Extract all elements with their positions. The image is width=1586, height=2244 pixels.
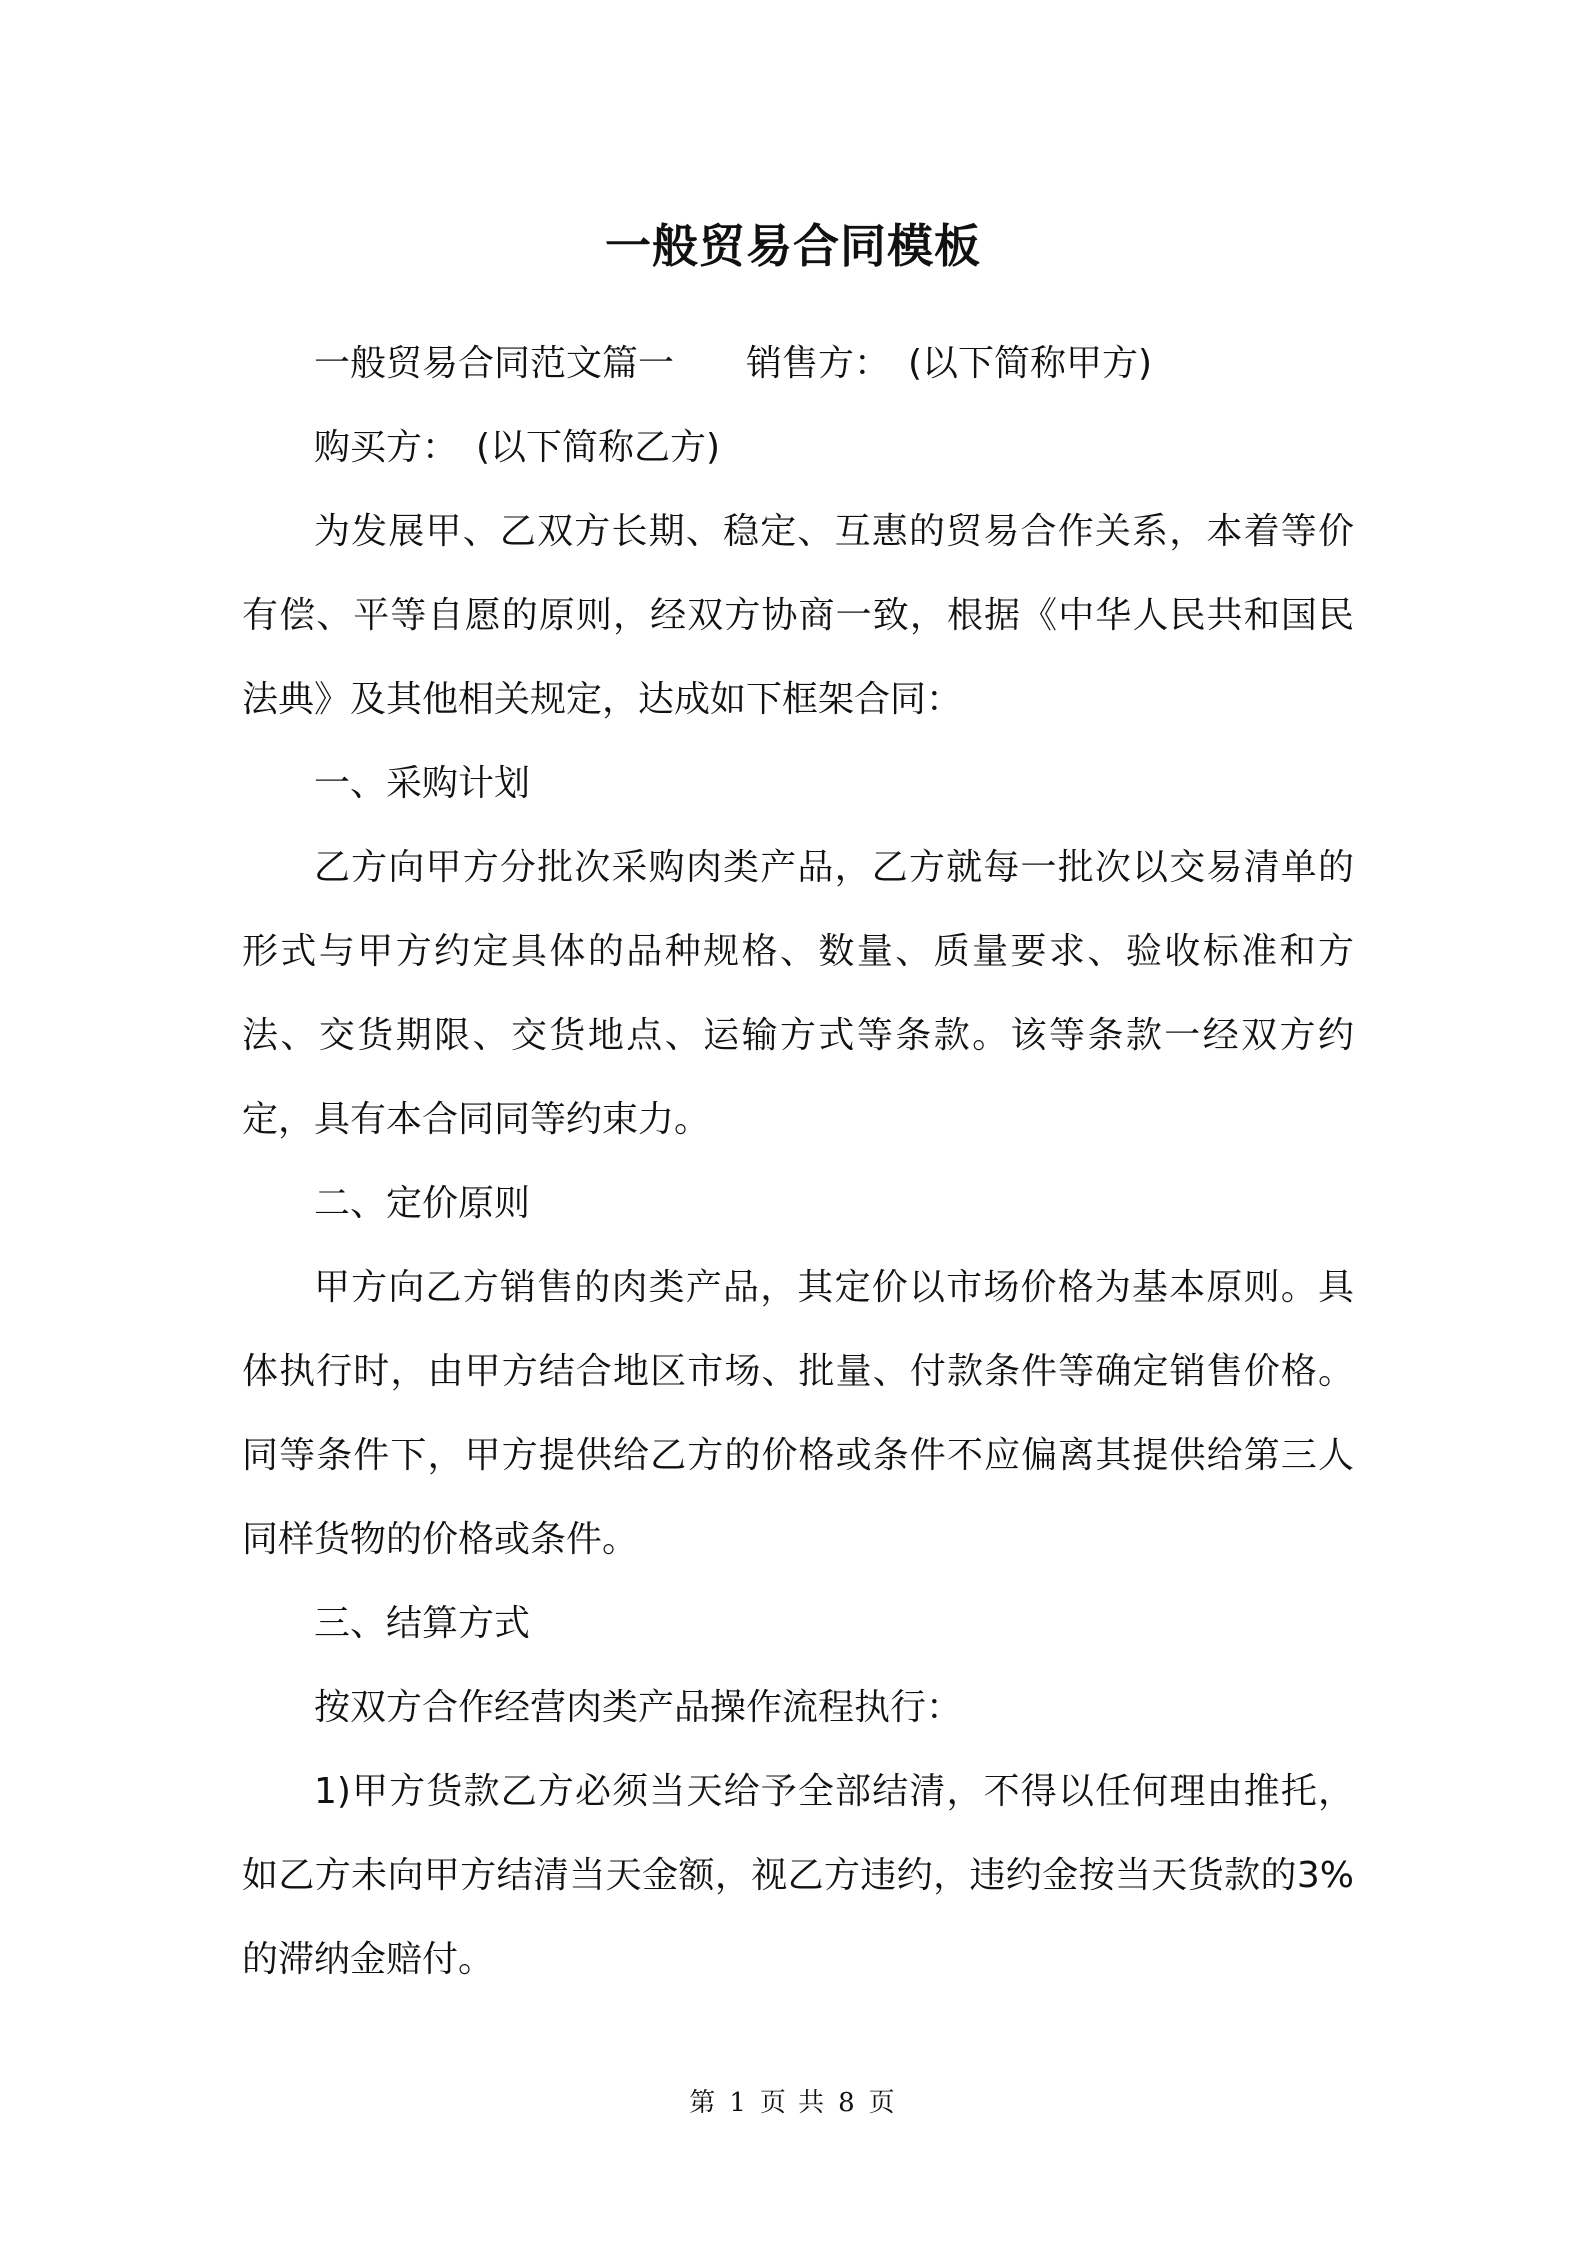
seller-line: 销售方： (以下简称甲方) [746, 343, 1153, 384]
footer-middle: 页 共 [759, 2088, 827, 2118]
header-line [242, 322, 1354, 406]
buyer-line: 购买方： (以下简称乙方) [314, 427, 721, 468]
document-title: 一般贸易合同模板 [605, 219, 981, 273]
section-1-paragraph: 乙方向甲方分批次采购肉类产品，乙方就每一批次以交易清单的形式与甲方约定具体的品种规格、数量、质量要求、验收标准和方法、交货期限、交货地点、运输方式等条款。该等条款一经双方约定，具有本合同同等约束力。 [242, 847, 1354, 1140]
intro-paragraph: 为发展甲、乙双方长期、稳定、互惠的贸易合作关系，本着等价有偿、平等自愿的原则，经双方协商一致，根据《中华人民共和国民法典》及其他相关规定，达成如下框架合同： [242, 511, 1354, 720]
current-page-number: 1 [729, 2088, 748, 2118]
section-3-heading: 三、结算方式 [314, 1603, 531, 1644]
contract-subtitle: 一般贸易合同范文篇一 [314, 343, 675, 384]
footer-suffix: 页 [868, 2088, 897, 2118]
document-body [242, 322, 1354, 2002]
footer-prefix: 第 [689, 2088, 718, 2118]
section-3-intro: 按双方合作经营肉类产品操作流程执行： [314, 1687, 963, 1728]
page-footer [0, 2082, 1586, 2119]
section-2-paragraph: 甲方向乙方销售的肉类产品，其定价以市场价格为基本原则。具体执行时，由甲方结合地区市场、批量、付款条件等确定销售价格。同等条件下，甲方提供给乙方的价格或条件不应偏离其提供给第三人同样货物的价格或条件。 [242, 1267, 1354, 1560]
section-2-heading: 二、定价原则 [314, 1183, 531, 1224]
section-3-item-1: 1)甲方货款乙方必须当天给予全部结清，不得以任何理由推托，如乙方未向甲方结清当天金额，视乙方违约，违约金按当天货款的3%的滞纳金赔付。 [242, 1771, 1354, 1980]
section-1-heading: 一、采购计划 [314, 763, 531, 804]
total-pages-number: 8 [838, 2088, 857, 2118]
